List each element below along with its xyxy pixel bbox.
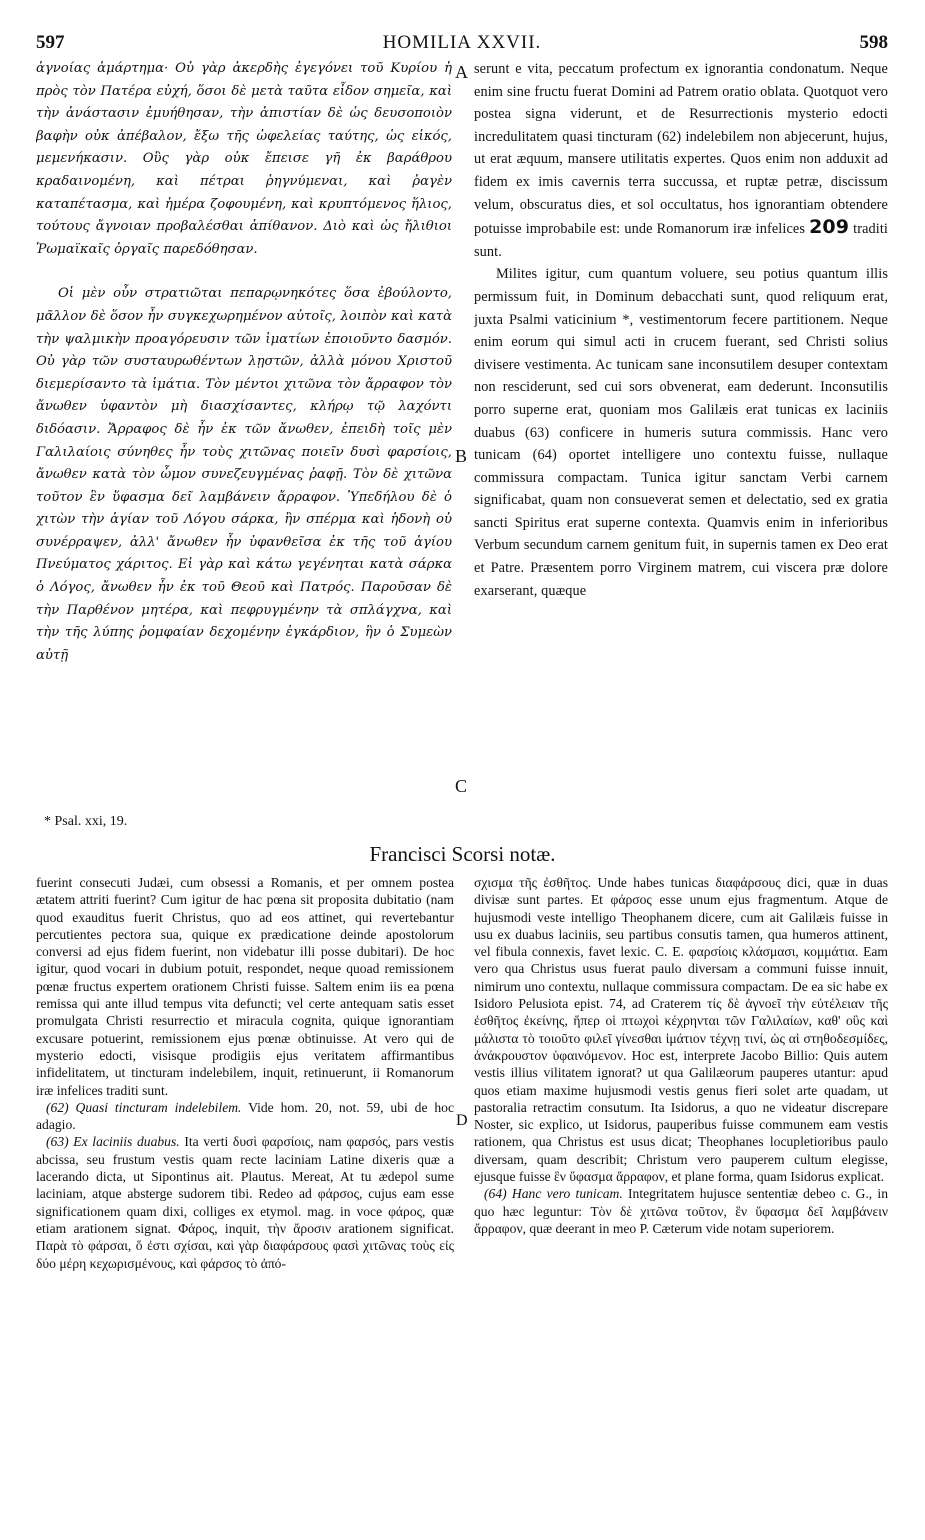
notes-left-intro: fuerint consecuti Judæi, cum obsessi a Romanis, et per omnem postea ætatem attriti fuerint? Cum igitur de hac pœna sit proposita dubitatio (nam quod exauditus fuerit Christus, quo ad eos attinet, qui revertebantur percutientes pectora sua, quique ex prædicatione deinde apostolorum conversi ad ejus fidem fuerint, non videbatur illi posse dubitari). De hoc igitur, quod vocari in dubium potuit, respondet, neque quoad remissionem pœnæ fructus expertem orationem Christi fuisse. Saltem enim iis ea pœna remissa qui ante illud tempus vita defuncti; vel certe antequam satis esset promulgata Christi resurrectio et miracula cognita, quique ignorantiam excusare potuerint, remissionem ejus pœnæ obtinuisse. At vero qui de mysterio edocti, visisque prodigiis ejus veritatem affirmantibus infidelitatem, ut tincturam indelebilem, inquit, retinuerunt, ii Romanorum iræ infelices traditi sunt.: [36, 875, 454, 1098]
notes-title: Francisci Scorsi notæ.: [369, 842, 556, 866]
note-63-body: Ita verti δυσὶ φαρσίοις, nam φαρσός, pars vestis abcissa, seu frustum vestis quam recte laciniam Latine dixeris quæ a lacerando dicta, ut Sipontinus ait. Plautus. Mereat, At tu ædepol sume laciniam, atque absterge sudorem tibi. Redeo ad φάρσος, cujus eam esse significationem quam dixi, colliges ex etymol. mag. in voce φάρος, quæ etiam arationem signat. Φάρος, inquit, τὴν ἄροσιν arationem significat. Παρὰ τὸ φάρσαι, ὅ ἐστι σχίσαι, καὶ γὰρ διαφάρσους φασὶ χιτῶνας τοὺς εἰς δύο μέρη κεχωρισμένους, καὶ φάρσος τὸ ἀπό-: [36, 1134, 454, 1271]
page-number-right: 598: [859, 32, 888, 53]
paragraph-gap: [36, 261, 452, 283]
note-64-body: Integritatem hujusce sententiæ debeo c. G., in quo hæc leguntur: Τὸν δὲ χιτῶνα τοῦτον, ἓν ὕφασμα δεῖ λαμβάνειν ἄρραφον, quæ deerant in meo P. Cæterum vide notam superiorem.: [474, 1186, 888, 1236]
page-number-left: 597: [36, 32, 65, 53]
note-62-head: (62) Quasi tincturam indelebilem.: [46, 1099, 242, 1115]
running-header: [36, 32, 888, 58]
latin-paragraph-1-text: serunt e vita, peccatum profectum ex ignorantia condonatum. Neque enim sine fructu fuerat Domini ad Patrem oratio oblata. Quotquot vero postea signa viderunt, et de Resurrectionis mysterio edocti incredulitatem quasi tincturam (62) indelebilem non abjecerunt, hujus, ut erat æquum, mansere utilitatis expertes. Quos enim non adduxit ad fidem ex imis cavernis terra succussa, et ruptæ petræ, discissum velum, obscuratus dies, et sol occultatus, hos ignorantiam obtendere potuisse improbabile est: unde Romanorum iræ infelices: [474, 61, 888, 238]
latin-text-column: [474, 58, 888, 798]
greek-paragraph-2: Οἱ μὲν οὖν στρατιῶται πεπαρῳνηκότες ὅσα ἐβούλοντο, μᾶλλον δὲ ὅσον ἦν συγκεχωρημένον αὐτοῖς, λοιπὸν καὶ κατὰ τὴν ψαλμικὴν προαγόρευσιν τῶν ἱματίων ἐποιοῦντο δασμόν. Οὐ γὰρ τῶν συσταυρωθέντων λῃστῶν, ἀλλὰ μόνου Χριστοῦ διεμερίσαντο τὰ ἱμάτια. Τὸν μέντοι χιτῶνα τὸν ἄρραφον τὸν ἄνωθεν ὑφαντὸν μὴ διασχίσαντες, κλήρῳ τῷ λαχόντι διδόασιν. Ἄρραφος δὲ ἦν ἐκ τῶν ἄνωθεν, ἐπειδὴ τοῖς μὲν Γαλιλαίοις σύνηθες ἦν τοὺς χιτῶνας ποιεῖν δυσὶ φαρσίοις, ἄνωθεν κατὰ τὸν ὦμον συνεζευγμένας ῥαφῇ. Τὸν δὲ χιτῶνα τοῦτον ἓν ὕφασμα δεῖ λαμβάνειν ἄρραφον. Ὑπεδήλου δὲ ὁ χιτὼν τὴν ἁγίαν τοῦ Λόγου σάρκα, ἣν σπέρμα καὶ ἡδονὴ οὐ συνέρραψεν, ἀλλ' ἄνωθεν ἦν ὑφανθεῖσα ἐκ τῆς τοῦ ἁγίου Πνεύματος χάριτος. Εἰ γὰρ καὶ κάτω γεγένηται κατὰ σάρκα ὁ Λόγος, ἄνωθεν ἦν ἐκ τοῦ Θεοῦ καὶ Πατρός. Παροῦσαν δὲ τὴν Παρθένον μητέρα, καὶ πεφρυγμένην τὰ σπλάγχνα, καὶ τὴν τῆς λύπης ῥομφαίαν δεχομένην ἐγκάρδιον, ἣν ὁ Συμεὼν αὐτῇ: [36, 286, 452, 663]
margin-letter-d: D: [456, 1112, 468, 1129]
margin-letter-a: A: [455, 62, 468, 82]
latin-paragraph-2: Milites igitur, cum quantum voluere, seu potius quantum illis permissum fuit, in Dominum debacchati sunt, quod reliquum erat, juxta Psalmi vaticinium *, vestimentorum fecere partitionem. Neque enim eorum qui simul acti in crucem fuerant, sed Christi solius divisere vestimenta. Ac tunicam sane inconsutilem desuper contextam non resciderunt, sed cui sors obvenerat, eam dederunt. Inconsutilis porro superne erat, quoniam mos Galilæis erat tunicas ex laciniis duabus (63) conficere in humeris sutura commissis. Hanc vero tunicam (64) oportet intelligere uno contextu fuisse, nullaque commissura compactam. Tunica igitur sanctam Verbi carnem significabat, quam non consueverat semen et delectatio, sed ex gratia sancti Spiritus erat superne contexta. Quamvis enim in inferioribus Verbum secundum carnem genitum fuit, in supernis tamen ex Deo erat et Patre. Præsentem porro Virginem matrem, cui viscera præ dolore exarserant, quæque: [474, 266, 888, 599]
column-number: 209: [809, 216, 850, 239]
notes-right-intro: σχισμα τῆς ἐσθῆτος. Unde habes tunicas διαφάρσους dici, quæ in duas divisæ sunt partes. Et φάρσος esse unum ejus fragmentum. Atque de hujusmodi veste intelligo Theophanem dicere, cum ait Galilæis fuisse in usu ex duabus laciniis, seu partibus consutis tamen, qua humeros attinent, vel fibula connexis, favet lexic. C. E. φαρσίοις κλάσμασι, κομμάτια. Eam vero qua Christus usus fuerat paulo diversam a communi fuisse innuit, nimirum uno contextu, nullaque commissura compactam. De ea sic habe ex Isidoro Pelusiota epist. 74, ad Craterem τίς δὲ ἀγνοεῖ τὴν εὐτέλειαν τῆς ἐσθῆτος ἐκείνης, ἥπερ οἱ πτωχοὶ κέχρηνται τῶν Γαλιλαίων, καθ' οὓς καὶ μάλιστα τὸ τοιοῦτο φιλεῖ γίνεσθαι ἱμάτιον τέχνῃ τινί, ὡς αἱ στηθοδεσμίδες, ἀνάκρουστον ὑφαινόμενον. Hoc est, interprete Jacobo Billio: Quis autem vestis illius vilitatem ignorat? ut qua Galilæorum pauperes utantur: apud quos etiam maxime hujusmodi vestis genus fieri solet arte quadam, ut pastoralia retractim consutum. Ita Isidorus, a quo ne videatur discrepare Noster, sic explico, ut Isidorus, pauperibus fuisse communem eam vestis rationem, qua Christus est usus dicat; Theophanes locupletioribus paulo diversam, quam describit; Christum vero pauperem cultum elegisse, ejusque fuisse ἓν ὕφασμα ἄρραφον, et plane forma, quam Isidorus explicat.: [474, 875, 888, 1185]
note-62: [36, 1099, 454, 1134]
greek-paragraph-1: ἀγνοίας ἁμάρτημα· Οὐ γὰρ ἀκερδὴς ἐγεγόνει τοῦ Κυρίου ἡ πρὸς τὸν Πατέρα εὐχή, ὅσοι δὲ μετὰ ταῦτα εἶδον σημεῖα, καὶ τὴν ἀνάστασιν ἐμυήθησαν, τὴν ἀπιστίαν δὲ ὡς δευσοποιὸν βαφὴν οὐκ ἀπέβαλον, ἔξω τῆς ὠφελείας ταύτης, ὡς εἰκός, μεμενήκασιν. Οὓς γὰρ οὐκ ἔπεισε γῆ ἐκ βαράθρου κραδαινομένη, καὶ πέτραι ῥηγνύμεναι, καὶ ῥαγὲν καταπέτασμα, καὶ ἡμέρα ζοφουμένη, καὶ κρυπτόμενος ἥλιος, τούτους ἄγνοιαν προβαλέσθαι ἀπίθανον. Διὸ καὶ ὡς ἤλιθιοι Ῥωμαϊκαῖς ὀργαῖς παρεδόθησαν.: [36, 61, 452, 257]
note-64-head: (64) Hanc vero tunicam.: [484, 1186, 623, 1202]
footnote: * Psal. xxi, 19.: [44, 814, 128, 829]
running-title: HOMILIA XXVII.: [382, 32, 542, 53]
note-64: [474, 1185, 888, 1237]
notes-left-column: [36, 874, 454, 1524]
note-63-head: (63) Ex laciniis duabus.: [46, 1134, 180, 1150]
margin-letter-b: B: [455, 446, 468, 466]
margin-letter-c: C: [455, 776, 468, 796]
latin-paragraph-1: [474, 58, 888, 263]
notes-right-column: [474, 874, 888, 1524]
greek-text-column: [36, 58, 452, 798]
note-63: [36, 1133, 454, 1271]
note-62-body: Vide hom. 20, not. 59, ubi de hoc adagio.: [36, 1099, 454, 1133]
latin-paragraph-1-end: traditi sunt.: [474, 221, 888, 260]
